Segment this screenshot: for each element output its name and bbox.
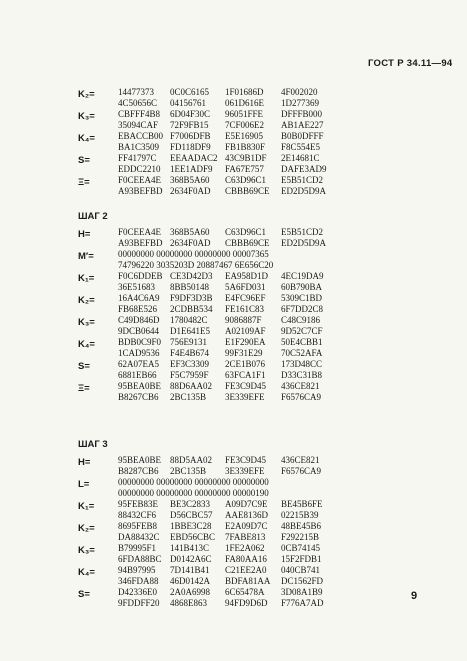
hex-value: B79995F1	[118, 543, 157, 553]
hex-value: 1CAD9536	[118, 348, 160, 358]
hex-column	[170, 153, 218, 175]
hex-value: 95BEA0BE	[118, 455, 162, 465]
hex-value: 9086887F	[225, 315, 262, 325]
hex-value: 2E14681C	[281, 153, 320, 163]
hex-value: E5E16905	[225, 131, 263, 141]
hex-value: A93BEFBD	[118, 238, 163, 248]
row-label: K₂=	[78, 523, 95, 534]
hex-column	[118, 271, 163, 293]
row-label: K₃=	[78, 545, 95, 556]
hex-value: 6F7DD2C8	[281, 304, 324, 314]
hex-value: 4F002020	[281, 87, 318, 97]
hex-value: D0142A6C	[170, 554, 212, 564]
hex-value: C63D96C1	[225, 175, 267, 185]
hex-column	[281, 565, 323, 587]
hex-column	[225, 227, 270, 249]
hex-value: 061D616E	[225, 98, 264, 108]
hex-value: 0CB74145	[281, 543, 321, 553]
hex-value: FE3C9D45	[225, 455, 267, 465]
hex-value: 436CE821	[281, 381, 320, 391]
hex-value: F4E4B674	[170, 348, 210, 358]
hex-value: C48C9186	[281, 315, 321, 325]
hex-value: 95FEB83E	[118, 499, 159, 509]
hex-column	[281, 521, 321, 543]
hex-value: 94FD9D6D	[225, 598, 268, 608]
hex-value: FB1B830F	[225, 142, 266, 152]
hex-value: EBD56CBC	[170, 532, 216, 542]
hex-column	[281, 337, 323, 359]
hex-column	[225, 359, 266, 381]
hex-column	[118, 337, 161, 359]
hex-value: F0CEEA4E	[118, 175, 162, 185]
hex-value: 7D141B41	[170, 565, 210, 575]
hex-column	[118, 521, 160, 543]
hex-value: 04156761	[170, 98, 206, 108]
hex-column	[281, 381, 321, 403]
hex-value: AB1AE227	[281, 120, 324, 130]
hex-value: EBACCB00	[118, 131, 164, 141]
hex-value: CE3D42D3	[170, 271, 213, 281]
hex-value: A02109AF	[225, 326, 266, 336]
hex-value: 141B413C	[170, 543, 210, 553]
hex-value: E1F290EA	[225, 337, 266, 347]
hex-column	[170, 271, 213, 293]
hex-value: F6576CA9	[281, 392, 322, 402]
page-number: 9	[411, 590, 418, 602]
hex-column	[170, 381, 212, 403]
hex-value: 1780482C	[170, 315, 208, 325]
hex-value: 50E4CBB1	[281, 337, 323, 347]
hex-value: 88D6AA02	[170, 381, 212, 391]
hex-value: CBBB69CE	[225, 238, 270, 248]
hex-value: 02215B39	[281, 510, 319, 520]
hex-column	[118, 131, 163, 153]
hex-column	[170, 293, 213, 315]
hex-value: 70C52AFA	[281, 348, 323, 358]
row-label: K₃=	[78, 317, 95, 328]
hex-column	[281, 153, 327, 175]
hex-value: A93BEFBD	[118, 186, 163, 196]
hex-value: 346FDA88	[118, 576, 159, 586]
hex-value: 2BC135B	[170, 392, 207, 402]
hex-value: 1D277369	[281, 98, 319, 108]
hex-column	[281, 271, 324, 293]
hex-column	[170, 315, 210, 337]
hex-value: 62A07EA5	[118, 359, 159, 369]
hex-value: 00000000 00000000 00000000 00000000	[118, 477, 269, 487]
hex-column	[118, 477, 269, 499]
hex-column	[281, 109, 324, 131]
hex-value: 74796220 3035203D 20887467 6E656C20	[118, 260, 274, 270]
hex-column	[118, 87, 157, 109]
hex-value: 94B97995	[118, 565, 156, 575]
hex-value: 2CE1B076	[225, 359, 266, 369]
hex-value: 35094CAF	[118, 120, 159, 130]
hex-value: 9FDDFF20	[118, 598, 160, 608]
hex-value: F0C6DDEB	[118, 271, 163, 281]
hex-value: 2634F0AD	[170, 238, 211, 248]
hex-value: BDFA81AA	[225, 576, 271, 586]
hex-value: 43C9B1DF	[225, 153, 267, 163]
hex-column	[281, 455, 321, 477]
hex-value: 88D5AA02	[170, 455, 212, 465]
hex-column	[170, 565, 210, 587]
hex-value: F8C554E5	[281, 142, 321, 152]
row-label: K₄=	[78, 133, 95, 144]
row-label: K₂=	[78, 89, 95, 100]
hex-column	[170, 227, 211, 249]
hex-column	[118, 249, 273, 271]
hex-value: E5B51CD2	[281, 175, 324, 185]
hex-value: 3E339EFE	[225, 392, 265, 402]
row-label: S=	[78, 155, 90, 166]
hex-column	[281, 359, 322, 381]
hex-value: 14477373	[118, 87, 154, 97]
hex-column	[225, 131, 265, 153]
row-label: S=	[78, 361, 90, 372]
hex-column	[281, 87, 319, 109]
hex-column	[170, 175, 211, 197]
hex-value: 368B5A60	[170, 227, 210, 237]
hex-column	[170, 455, 212, 477]
hex-value: E2A09D7C	[225, 521, 268, 531]
hex-value: FA67E757	[225, 164, 264, 174]
hex-column	[170, 499, 213, 521]
hex-value: EF3C3309	[170, 359, 210, 369]
hex-column	[225, 293, 266, 315]
hex-value: ED2D5D9A	[281, 238, 326, 248]
hex-value: 63FCA1F1	[225, 370, 266, 380]
hex-column	[118, 109, 160, 131]
hex-column	[170, 131, 211, 153]
hex-value: BE3C2833	[170, 499, 211, 509]
hex-value: C49D846D	[118, 315, 160, 325]
hex-value: 6C65478A	[225, 587, 265, 597]
hex-value: 8BB50148	[170, 282, 210, 292]
hex-column	[225, 587, 268, 609]
hex-value: 36E51683	[118, 282, 155, 292]
row-label: H=	[78, 457, 91, 468]
hex-value: DAFE3AD9	[281, 164, 327, 174]
hex-column	[281, 587, 324, 609]
hex-column	[281, 175, 326, 197]
row-label: K₂=	[78, 295, 95, 306]
hex-value: 4868E863	[170, 598, 207, 608]
hex-value: 15F2FDB1	[281, 554, 322, 564]
page-header: ГОСТ Р 34.11—94	[368, 58, 453, 69]
hex-column	[281, 315, 323, 337]
hex-value: 88432CF6	[118, 510, 157, 520]
hex-value: 72F9FB15	[170, 120, 209, 130]
hex-column	[118, 381, 161, 403]
hex-column	[225, 499, 268, 521]
hex-column	[225, 521, 268, 543]
hex-value: 95BEA0BE	[118, 381, 162, 391]
hex-column	[118, 227, 163, 249]
hex-column	[118, 543, 162, 565]
hex-value: AAE8136D	[225, 510, 268, 520]
hex-value: 96051FFE	[225, 109, 264, 119]
hex-value: C63D96C1	[225, 227, 267, 237]
hex-value: 3E339EFE	[225, 466, 265, 476]
hex-value: 7CF006E2	[225, 120, 265, 130]
hex-column	[118, 359, 159, 381]
row-label: L=	[78, 479, 90, 490]
hex-column	[225, 87, 264, 109]
hex-value: 00000000 00000000 00000000 00007365	[118, 249, 269, 259]
hex-value: C21EE2A0	[225, 565, 267, 575]
hex-value: EA958D1D	[225, 271, 268, 281]
hex-value: EEAADAC2	[170, 153, 218, 163]
hex-value: 00000000 00000000 00000000 00000190	[118, 488, 269, 498]
hex-column	[225, 153, 267, 175]
hex-value: 48BE45B6	[281, 521, 322, 531]
hex-column	[170, 521, 215, 543]
hex-value: 040CB741	[281, 565, 321, 575]
hex-column	[170, 87, 209, 109]
row-label: Ξ=	[78, 383, 90, 394]
hex-value: F7006DFB	[170, 131, 211, 141]
hex-column	[225, 315, 266, 337]
row-label: K₁=	[78, 273, 95, 284]
row-label: H=	[78, 229, 91, 240]
hex-value: DFFFB000	[281, 109, 323, 119]
hex-value: 436CE821	[281, 455, 320, 465]
hex-column	[225, 175, 270, 197]
hex-value: BA1C3509	[118, 142, 160, 152]
hex-value: BDB0C9F0	[118, 337, 162, 347]
hex-value: 1F01686D	[225, 87, 264, 97]
hex-value: D42336E0	[118, 587, 157, 597]
hex-column	[118, 175, 163, 197]
hex-column	[281, 293, 323, 315]
hex-column	[118, 293, 160, 315]
row-label: K₄=	[78, 339, 95, 350]
hex-value: 756E9131	[170, 337, 207, 347]
hex-column	[225, 455, 266, 477]
hex-value: 99F31E29	[225, 348, 263, 358]
hex-value: DA88432C	[118, 532, 160, 542]
hex-value: B8287CB6	[118, 466, 159, 476]
hex-value: D1E641E5	[170, 326, 210, 336]
hex-column	[170, 543, 212, 565]
hex-value: 9DCB0644	[118, 326, 160, 336]
hex-value: 46D0142A	[170, 576, 210, 586]
hex-column	[170, 359, 209, 381]
row-label: K₄=	[78, 567, 95, 578]
hex-value: 173D48CC	[281, 359, 323, 369]
hex-value: 6FDA88BC	[118, 554, 162, 564]
hex-column	[281, 131, 324, 153]
hex-value: 4C50656C	[118, 98, 158, 108]
row-label: M′=	[78, 251, 94, 262]
hex-column	[118, 587, 160, 609]
hex-column	[118, 499, 158, 521]
hex-value: F292215B	[281, 532, 320, 542]
hex-value: 60B790BA	[281, 282, 323, 292]
hex-column	[170, 109, 210, 131]
row-label: S=	[78, 589, 90, 600]
hex-value: FF41797C	[118, 153, 157, 163]
hex-value: 1EE1ADF9	[170, 164, 213, 174]
hex-column	[281, 227, 326, 249]
hex-value: FA80AA16	[225, 554, 267, 564]
hex-value: E5B51CD2	[281, 227, 324, 237]
hex-value: 1BBE3C28	[170, 521, 212, 531]
hex-value: 2BC135B	[170, 466, 207, 476]
hex-value: FB68E526	[118, 304, 158, 314]
hex-column	[225, 109, 264, 131]
hex-column	[118, 565, 159, 587]
hex-value: 9D52C7CF	[281, 326, 323, 336]
hex-value: DC1562FD	[281, 576, 324, 586]
hex-value: 8695FEB8	[118, 521, 158, 531]
hex-value: 3D08A1B9	[281, 587, 323, 597]
step-title: ШАГ 2	[78, 211, 108, 222]
hex-value: 5309C1BD	[281, 293, 323, 303]
hex-column	[225, 543, 267, 565]
hex-value: 7FABE813	[225, 532, 266, 542]
hex-column	[225, 565, 270, 587]
hex-value: 2CDBB534	[170, 304, 213, 314]
hex-value: A09D7C9E	[225, 499, 268, 509]
hex-value: 2634F0AD	[170, 186, 211, 196]
hex-value: CBBB69CE	[225, 186, 270, 196]
hex-value: F6576CA9	[281, 466, 322, 476]
hex-value: 368B5A60	[170, 175, 210, 185]
hex-value: 2A0A6998	[170, 587, 210, 597]
hex-value: FE161C83	[225, 304, 265, 314]
hex-value: F9DF3D3B	[170, 293, 213, 303]
hex-value: B8267CB6	[118, 392, 159, 402]
hex-column	[281, 499, 323, 521]
hex-value: 5A6FD031	[225, 282, 266, 292]
row-label: K₁=	[78, 501, 95, 512]
hex-column	[281, 543, 322, 565]
hex-column	[118, 315, 160, 337]
row-label: Ξ=	[78, 177, 90, 188]
hex-value: FD118DF9	[170, 142, 211, 152]
hex-value: FE3C9D45	[225, 381, 267, 391]
hex-value: E4FC96EF	[225, 293, 266, 303]
step-title: ШАГ 3	[78, 439, 108, 450]
hex-value: 0C0C6165	[170, 87, 210, 97]
hex-column	[118, 153, 161, 175]
hex-value: B0B0DFFF	[281, 131, 324, 141]
hex-value: CBFFF4B8	[118, 109, 161, 119]
hex-value: F0CEEA4E	[118, 227, 162, 237]
hex-value: 1FE2A062	[225, 543, 265, 553]
hex-value: 6881EB66	[118, 370, 157, 380]
hex-value: ED2D5D9A	[281, 186, 326, 196]
hex-value: D56CBC57	[170, 510, 213, 520]
hex-column	[225, 337, 266, 359]
hex-value: D33C31B8	[281, 370, 323, 380]
row-label: K₃=	[78, 111, 95, 122]
hex-value: BE45B6FE	[281, 499, 323, 509]
hex-column	[225, 271, 268, 293]
hex-value: 6D04F30C	[170, 109, 211, 119]
hex-value: 4EC19DA9	[281, 271, 324, 281]
hex-column	[170, 337, 209, 359]
hex-value: EDDC2210	[118, 164, 161, 174]
hex-column	[225, 381, 266, 403]
hex-value: 16A4C6A9	[118, 293, 160, 303]
hex-value: F776A7AD	[281, 598, 324, 608]
hex-value: F5C7959F	[170, 370, 209, 380]
hex-column	[118, 455, 161, 477]
hex-column	[170, 587, 210, 609]
